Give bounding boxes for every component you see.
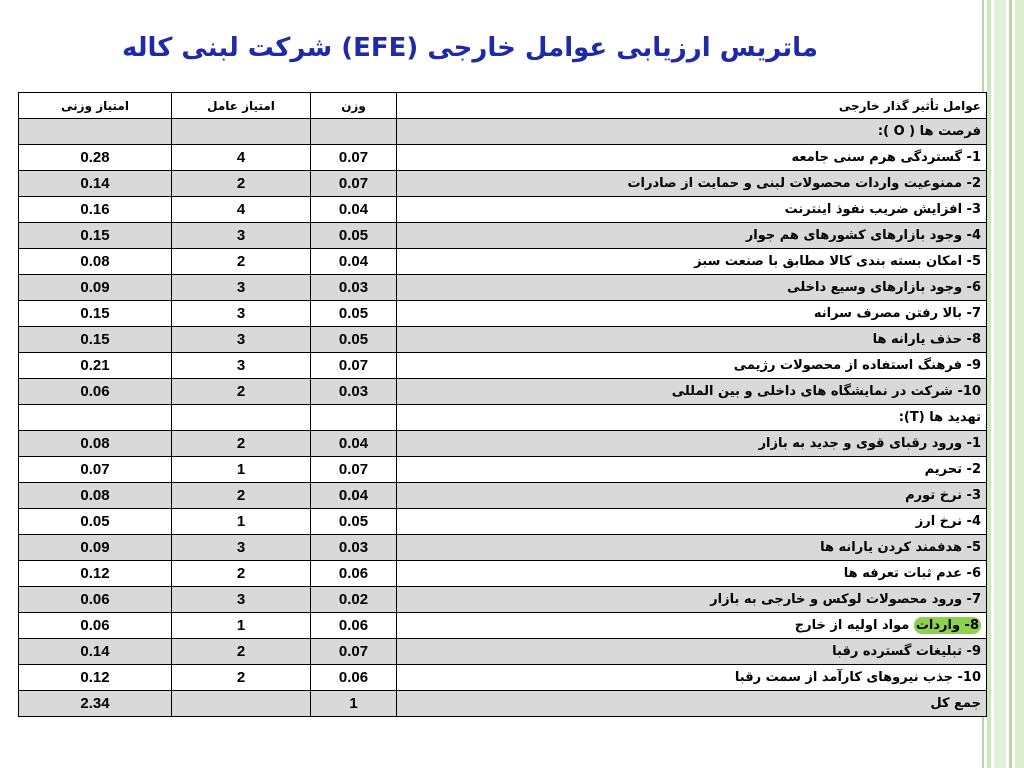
score-cell: 4 <box>172 145 311 171</box>
total-row <box>19 691 987 717</box>
weight-cell: 0.06 <box>311 665 397 691</box>
opportunities-label: فرصت ها ( O ): <box>397 119 987 145</box>
factor-cell: 9- فرهنگ استفاده از محصولات رژیمی <box>397 353 987 379</box>
table-row <box>19 145 987 171</box>
factor-cell: 3- نرخ تورم <box>397 483 987 509</box>
factor-cell: 6- عدم ثبات تعرفه ها <box>397 561 987 587</box>
weighted-score-cell: 0.15 <box>19 327 172 353</box>
factor-cell: 2- تحریم <box>397 457 987 483</box>
factor-cell: 3- افزایش ضریب نفوذ اینترنت <box>397 197 987 223</box>
score-cell: 3 <box>172 301 311 327</box>
factor-cell: 5- هدفمند کردن یارانه ها <box>397 535 987 561</box>
score-cell: 2 <box>172 483 311 509</box>
score-cell: 4 <box>172 197 311 223</box>
factor-cell: 4- وجود بازارهای کشورهای هم جوار <box>397 223 987 249</box>
weight-cell: 0.04 <box>311 197 397 223</box>
factor-cell: 10- جذب نیروهای کارآمد از سمت رقبا <box>397 665 987 691</box>
score-cell: 1 <box>172 613 311 639</box>
factor-cell <box>397 613 987 639</box>
weighted-score-cell: 0.16 <box>19 197 172 223</box>
weighted-score-cell: 0.21 <box>19 353 172 379</box>
total-weight: 1 <box>311 691 397 717</box>
weight-cell: 0.07 <box>311 457 397 483</box>
header-factor: عوامل تأثیر گذار خارجی <box>397 93 987 119</box>
score-cell: 1 <box>172 457 311 483</box>
weighted-score-cell: 0.28 <box>19 145 172 171</box>
weight-cell: 0.04 <box>311 483 397 509</box>
factor-cell: 6- وجود بازارهای وسیع داخلی <box>397 275 987 301</box>
factor-cell: 7- بالا رفتن مصرف سرانه <box>397 301 987 327</box>
factor-cell: 8- حذف یارانه ها <box>397 327 987 353</box>
total-weighted-score: 2.34 <box>19 691 172 717</box>
weighted-score-cell: 0.14 <box>19 639 172 665</box>
score-cell: 2 <box>172 171 311 197</box>
threats-section-row <box>19 405 987 431</box>
weight-cell: 0.06 <box>311 561 397 587</box>
table-header-row <box>19 93 987 119</box>
table-row <box>19 353 987 379</box>
weight-cell: 0.03 <box>311 379 397 405</box>
factor-cell: 4- نرخ ارز <box>397 509 987 535</box>
weighted-score-cell: 0.09 <box>19 535 172 561</box>
table-row <box>19 431 987 457</box>
weighted-score-cell: 0.09 <box>19 275 172 301</box>
score-cell: 3 <box>172 223 311 249</box>
weight-cell: 0.05 <box>311 301 397 327</box>
weight-cell: 0.07 <box>311 353 397 379</box>
factor-cell: 9- تبلیغات گسترده رقبا <box>397 639 987 665</box>
weighted-score-cell: 0.07 <box>19 457 172 483</box>
table-row <box>19 561 987 587</box>
table-row <box>19 379 987 405</box>
table-row <box>19 509 987 535</box>
weighted-score-cell: 0.06 <box>19 613 172 639</box>
weighted-score-cell: 0.14 <box>19 171 172 197</box>
weight-cell: 0.07 <box>311 639 397 665</box>
weighted-score-cell: 0.08 <box>19 431 172 457</box>
weight-cell: 0.06 <box>311 613 397 639</box>
score-cell: 3 <box>172 535 311 561</box>
header-weight: وزن <box>311 93 397 119</box>
weight-cell: 0.05 <box>311 509 397 535</box>
factor-cell: 2- ممنوعیت واردات محصولات لبنی و حمایت از صادرات <box>397 171 987 197</box>
weight-cell: 0.03 <box>311 275 397 301</box>
table-row <box>19 197 987 223</box>
weighted-score-cell: 0.08 <box>19 249 172 275</box>
opportunities-section-row <box>19 119 987 145</box>
score-cell: 3 <box>172 587 311 613</box>
table-row <box>19 301 987 327</box>
weighted-score-cell: 0.15 <box>19 223 172 249</box>
header-weighted-score: امتیاز وزنی <box>19 93 172 119</box>
score-cell: 2 <box>172 379 311 405</box>
table-row <box>19 483 987 509</box>
weight-cell: 0.07 <box>311 171 397 197</box>
header-score: امتیاز عامل <box>172 93 311 119</box>
table-row <box>19 223 987 249</box>
score-cell: 2 <box>172 639 311 665</box>
weight-cell: 0.04 <box>311 431 397 457</box>
score-cell: 1 <box>172 509 311 535</box>
weighted-score-cell: 0.12 <box>19 561 172 587</box>
table-row <box>19 275 987 301</box>
threats-label: تهدید ها (T): <box>397 405 987 431</box>
score-cell: 2 <box>172 665 311 691</box>
table-row <box>19 457 987 483</box>
weighted-score-cell: 0.08 <box>19 483 172 509</box>
score-cell: 2 <box>172 249 311 275</box>
weighted-score-cell: 0.15 <box>19 301 172 327</box>
weighted-score-cell: 0.05 <box>19 509 172 535</box>
weight-cell: 0.07 <box>311 145 397 171</box>
highlight-marker: 8- واردات <box>915 618 979 633</box>
weighted-score-cell: 0.06 <box>19 379 172 405</box>
weight-cell: 0.03 <box>311 535 397 561</box>
total-label: جمع کل <box>397 691 987 717</box>
table-row <box>19 665 987 691</box>
table-row <box>19 587 987 613</box>
table-row <box>19 327 987 353</box>
weight-cell: 0.02 <box>311 587 397 613</box>
factor-text: مواد اولیه از خارج <box>794 618 914 633</box>
factor-cell: 7- ورود محصولات لوکس و خارجی به بازار <box>397 587 987 613</box>
table-row <box>19 249 987 275</box>
score-cell: 3 <box>172 327 311 353</box>
score-cell: 3 <box>172 353 311 379</box>
factor-cell: 10- شرکت در نمایشگاه های داخلی و بین المللی <box>397 379 987 405</box>
efe-matrix-table <box>18 92 987 717</box>
weight-cell: 0.05 <box>311 327 397 353</box>
factor-cell: 5- امکان بسته بندی کالا مطابق با صنعت سبز <box>397 249 987 275</box>
table-row <box>19 171 987 197</box>
slide-title: ماتریس ارزیابی عوامل خارجی (EFE) شرکت لبنی کاله <box>121 33 819 63</box>
score-cell: 3 <box>172 275 311 301</box>
factor-cell: 1- ورود رقبای قوی و جدید به بازار <box>397 431 987 457</box>
weight-cell: 0.05 <box>311 223 397 249</box>
score-cell: 2 <box>172 561 311 587</box>
table-row <box>19 535 987 561</box>
table-row <box>19 639 987 665</box>
table-row <box>19 613 987 639</box>
weighted-score-cell: 0.06 <box>19 587 172 613</box>
factor-cell: 1- گستردگی هرم سنی جامعه <box>397 145 987 171</box>
weighted-score-cell: 0.12 <box>19 665 172 691</box>
weight-cell: 0.04 <box>311 249 397 275</box>
score-cell: 2 <box>172 431 311 457</box>
